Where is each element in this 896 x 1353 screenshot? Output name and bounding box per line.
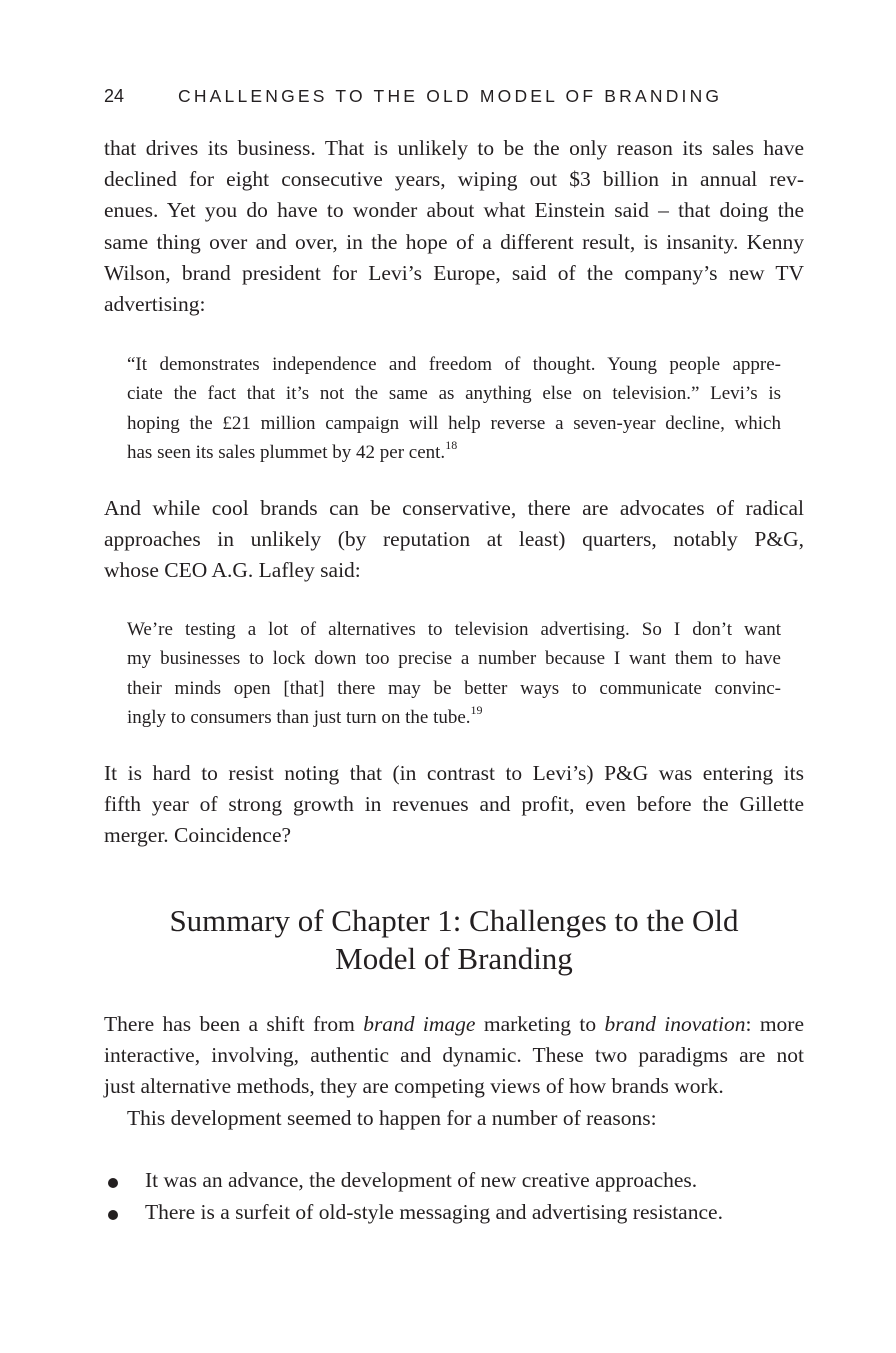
heading-line: Summary of Chapter 1: Challenges to the Old xyxy=(169,903,739,938)
section-heading xyxy=(104,902,804,978)
text-run: marketing to xyxy=(475,1012,605,1036)
text-line: fifth year of strong growth in revenues and profit, even before the Gillette xyxy=(104,792,804,817)
reasons-list xyxy=(104,1165,804,1228)
bullet-icon xyxy=(108,1178,118,1188)
list-item-text: It was an advance, the development of new creative approaches. xyxy=(145,1168,698,1192)
quote-line: ciate the fact that it’s not the same as anything else on television.” Levi’s is xyxy=(127,383,781,405)
list-item xyxy=(104,1165,804,1197)
body-paragraph-3 xyxy=(104,758,804,852)
emphasis-brand-image: brand image xyxy=(363,1012,476,1036)
text-line: enues. Yet you do have to wonder about what Einstein said – that doing the xyxy=(104,198,804,223)
quote-line: “It demonstrates independence and freedom of thought. Young people appre- xyxy=(127,354,781,375)
quote-line xyxy=(127,703,781,732)
bullet-icon xyxy=(108,1210,118,1220)
running-title: CHALLENGES TO THE OLD MODEL OF BRANDING xyxy=(178,86,723,106)
footnote-ref-18: 18 xyxy=(445,437,458,452)
text-line: interactive, involving, authentic and dynamic. These two paradigms are not xyxy=(104,1043,804,1068)
heading-line: Model of Branding xyxy=(335,941,573,976)
running-header xyxy=(104,84,804,108)
text-line: advertising: xyxy=(104,292,206,317)
quote-line: We’re testing a lot of alternatives to television advertising. So I don’t want xyxy=(127,619,781,640)
list-item xyxy=(104,1197,804,1229)
text-line: approaches in unlikely (by reputation at least) quarters, notably P&G, xyxy=(104,527,804,552)
text-line: same thing over and over, in the hope of a different result, is insanity. Kenny xyxy=(104,229,804,254)
footnote-ref-19: 19 xyxy=(470,702,483,717)
quote-line xyxy=(127,438,781,467)
text-line-indented: This development seemed to happen for a number of reasons: xyxy=(127,1105,657,1130)
text-line: merger. Coincidence? xyxy=(104,823,292,848)
text-line: Wilson, brand president for Levi’s Europe, said of the company’s new TV xyxy=(104,260,804,285)
text-line: And while cool brands can be conservative, there are advocates of radical xyxy=(104,496,804,520)
text-line: It is hard to resist noting that (in contrast to Levi’s) P&G was entering its xyxy=(104,761,804,785)
text-run: There has been a shift from xyxy=(104,1012,364,1036)
text-line: just alternative methods, they are competing views of how brands work. xyxy=(104,1074,724,1099)
list-item-text: There is a surfeit of old-style messaging and advertising resistance. xyxy=(145,1199,723,1224)
quote-line-text: ingly to consumers than just turn on the tube. xyxy=(127,706,471,728)
text-line: that drives its business. That is unlikely to be the only reason its sales have xyxy=(104,136,804,160)
text-run: : more xyxy=(745,1012,804,1036)
block-quote-2 xyxy=(127,615,781,732)
text-line: whose CEO A.G. Lafley said: xyxy=(104,558,361,583)
text-line xyxy=(104,1009,804,1040)
quote-line: hoping the £21 million campaign will help reverse a seven-year decline, which xyxy=(127,412,781,434)
emphasis-brand-inovation: brand inovation xyxy=(604,1012,746,1036)
summary-paragraph xyxy=(104,1009,804,1134)
block-quote-1 xyxy=(127,350,781,467)
body-paragraph-1 xyxy=(104,133,804,320)
quote-line-text: has seen its sales plummet by 42 per cent. xyxy=(127,441,446,463)
body-paragraph-2 xyxy=(104,493,804,587)
page-number: 24 xyxy=(104,86,125,106)
text-line: declined for eight consecutive years, wiping out $3 billion in annual rev- xyxy=(104,167,804,192)
quote-line: my businesses to lock down too precise a number because I want them to have xyxy=(127,648,781,670)
quote-line: their minds open [that] there may be better ways to communicate convinc- xyxy=(127,677,781,699)
